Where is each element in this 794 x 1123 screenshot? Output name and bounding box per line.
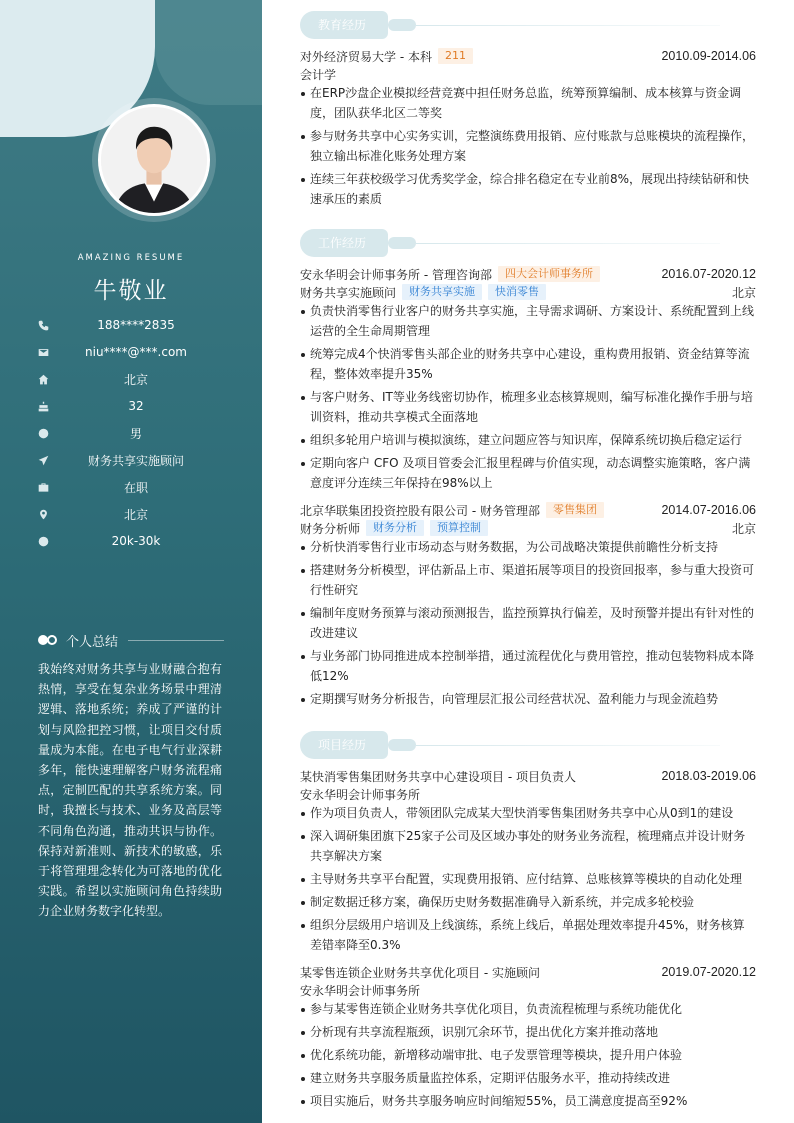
job-header-row: [300, 265, 756, 283]
list-item: 定期撰写财务分析报告，向管理层汇报公司经营状况、盈利能力与现金流趋势: [300, 689, 756, 709]
list-item: 组织分层级用户培训及上线演练，系统上线后，单据处理效率提升45%，财务核算差错率降至0.3%: [300, 915, 756, 955]
project-org-row: [300, 981, 756, 999]
project-org: 安永华明会计师事务所: [300, 983, 421, 998]
job-role-row: [300, 519, 756, 537]
list-item: 深入调研集团旗下25家子公司及区域办事处的财务业务流程，梳理痛点并设计财务共享解决方案: [300, 826, 756, 866]
contact-value: 20k-30k: [111, 534, 161, 548]
list-item: 搭建财务分析模型，评估新品上市、渠道拓展等项目的投资回报率，参与重大投资可行性研究: [300, 560, 756, 600]
avatar: [98, 104, 210, 216]
contact-salary: [36, 531, 236, 551]
major: 会计学: [300, 67, 337, 82]
contact-value: 在职: [123, 480, 148, 495]
work-section-header: [300, 229, 720, 257]
list-item: 组织多轮用户培训与模拟演练，建立问题应答与知识库，保障系统切换后稳定运行: [300, 430, 756, 450]
home-icon: [36, 372, 50, 386]
school-name: 对外经济贸易大学 - 本科: [300, 49, 432, 64]
project-name: 某零售连锁企业财务共享优化项目 - 实施顾问: [300, 965, 540, 980]
divider: [416, 25, 720, 26]
contact-email: [36, 342, 236, 362]
skill-tag: 快消零售: [488, 284, 546, 300]
person-photo-icon: [101, 107, 207, 213]
contact-location: [36, 504, 236, 524]
project-org-row: [300, 785, 756, 803]
resume-subtitle: AMAZING RESUME: [77, 253, 185, 263]
job-city: 北京: [731, 521, 756, 536]
list-item: 参与某零售连锁企业财务共享优化项目，负责流程梳理与系统功能优化: [300, 999, 756, 1019]
list-item: 连续三年获校级学习优秀奖学金，综合排名稳定在专业前8%，展现出持续钻研和快速承压的素质: [300, 169, 756, 209]
job-role: 财务共享实施顾问: [300, 285, 397, 300]
list-item: 统筹完成4个快消零售头部企业的财务共享中心建设，重构费用报销、资金结算等流程，整体效率提升35%: [300, 344, 756, 384]
divider: [416, 745, 720, 746]
company-tag: 零售集团: [546, 502, 604, 518]
contact-value: 北京: [123, 507, 148, 522]
project-name: 某快消零售集团财务共享中心建设项目 - 项目负责人: [300, 769, 576, 784]
education-header-row: [300, 47, 756, 65]
section-title: 教育经历: [300, 11, 388, 39]
section-title: 项目经历: [300, 731, 388, 759]
skill-tag: 预算控制: [430, 520, 488, 536]
contact-value: 32: [128, 399, 144, 413]
education-section-header: [300, 11, 720, 39]
summary-text: 我始终对财务共享与业财融合抱有热情，享受在复杂业务场景中理清逻辑、落地系统；养成了严谨的计划与风险把控习惯，让项目交付质量成为本能。在电子电气行业深耕多年，能快速理解客户财务流程痛点，定制匹配的共享系统方案。同时，我擅长与技术、业务及高层等不同角色沟通，推动共识与协作。保持对新准则、新技术的敏感，乐于将管理理念转化为可落地的优化实践。希望以实施顾问角色持续助力企业财务数字化转型。: [38, 662, 222, 919]
list-item: 定期向客户 CFO 及项目管委会汇报里程碑与价值实现，动态调整实施策略，客户满意度评分连续三年保持在98%以上: [300, 453, 756, 493]
decorative-pill: [388, 739, 416, 751]
skill-tag: 财务分析: [366, 520, 424, 536]
job-role-row: [300, 283, 756, 301]
education-date: 2010.09-2014.06: [661, 49, 756, 63]
section-title: 工作经历: [300, 229, 388, 257]
job-city: 北京: [731, 285, 756, 300]
school-tag: 211: [438, 48, 473, 64]
list-item: 参与财务共享中心实务实训，完整演练费用报销、应付账款与总账模块的流程操作，独立输出标准化账务处理方案: [300, 126, 756, 166]
list-item: 主导财务共享平台配置，实现费用报销、应付结算、总账核算等模块的自动化处理: [300, 869, 756, 889]
list-item: 项目实施后，财务共享服务响应时间缩短55%，员工满意度提高至92%: [300, 1091, 756, 1111]
briefcase-icon: [36, 480, 50, 494]
contact-value: niu****@***.com: [85, 345, 187, 359]
mail-icon: [36, 345, 50, 359]
summary-heading: [38, 630, 224, 650]
gender-icon: [36, 426, 50, 440]
list-item: 与业务部门协同推进成本控制举措，通过流程优化与费用管控，推动包装物料成本降低12%: [300, 646, 756, 686]
salary-icon: [36, 534, 50, 548]
contact-age: [36, 396, 236, 416]
list-item: 建立财务共享服务质量监控体系，定期评估服务水平，推动持续改进: [300, 1068, 756, 1088]
contact-phone: [36, 315, 236, 335]
dots-icon: [38, 634, 58, 646]
contact-value: 男: [129, 426, 142, 441]
list-item: 负责快消零售行业客户的财务共享实施，主导需求调研、方案设计、系统配置到上线运营的全生命周期管理: [300, 301, 756, 341]
project-section-header: [300, 731, 720, 759]
contact-value: 财务共享实施顾问: [87, 453, 184, 468]
location-icon: [36, 507, 50, 521]
project-bullets: [300, 803, 756, 958]
decorative-shape: [155, 0, 262, 105]
contact-status: [36, 477, 236, 497]
list-item: 优化系统功能，新增移动端审批、电子发票管理等模块，提升用户体验: [300, 1045, 756, 1065]
contact-position: [36, 450, 236, 470]
job-role: 财务分析师: [300, 521, 361, 536]
project-date: 2018.03-2019.06: [661, 769, 756, 783]
company-tag: 四大会计师事务所: [498, 266, 600, 282]
job-date: 2014.07-2016.06: [661, 503, 756, 517]
skill-tag: 财务共享实施: [402, 284, 482, 300]
company-name: 安永华明会计师事务所 - 管理咨询部: [300, 267, 492, 282]
project-header-row: [300, 963, 756, 981]
list-item: 分析快消零售行业市场动态与财务数据，为公司战略决策提供前瞻性分析支持: [300, 537, 756, 557]
send-icon: [36, 453, 50, 467]
job-date: 2016.07-2020.12: [661, 267, 756, 281]
education-major-row: [300, 65, 756, 83]
sidebar: [0, 0, 262, 1123]
project-org: 安永华明会计师事务所: [300, 787, 421, 802]
education-bullets: [300, 83, 756, 212]
project-date: 2019.07-2020.12: [661, 965, 756, 979]
phone-icon: [36, 318, 50, 332]
contact-home: [36, 369, 236, 389]
contact-value: 188****2835: [97, 318, 175, 332]
project-header-row: [300, 767, 756, 785]
list-item: 制定数据迁移方案，确保历史财务数据准确导入新系统，并完成多轮校验: [300, 892, 756, 912]
cake-icon: [36, 399, 50, 413]
contact-value: 北京: [123, 372, 148, 387]
job-bullets: [300, 537, 756, 712]
contact-gender: [36, 423, 236, 443]
company-name: 北京华联集团投资控股有限公司 - 财务管理部: [300, 503, 540, 518]
list-item: 编制年度财务预算与滚动预测报告，监控预算执行偏差，及时预警并提出有针对性的改进建议: [300, 603, 756, 643]
job-bullets: [300, 301, 756, 496]
divider: [128, 640, 224, 641]
list-item: 与客户财务、IT等业务线密切协作，梳理多业态核算规则，编写标准化操作手册与培训资料，推动共享模式全面落地: [300, 387, 756, 427]
project-bullets: [300, 999, 756, 1114]
candidate-name: 牛敬业: [93, 278, 169, 304]
list-item: 在ERP沙盘企业模拟经营竞赛中担任财务总监，统筹预算编制、成本核算与资金调度，团队获华北区二等奖: [300, 83, 756, 123]
list-item: 作为项目负责人，带领团队完成某大型快消零售集团财务共享中心从0到1的建设: [300, 803, 756, 823]
list-item: 分析现有共享流程瓶颈，识别冗余环节，提出优化方案并推动落地: [300, 1022, 756, 1042]
decorative-pill: [388, 19, 416, 31]
decorative-pill: [388, 237, 416, 249]
summary-title: 个人总结: [66, 634, 119, 650]
job-header-row: [300, 501, 756, 519]
divider: [416, 243, 720, 244]
